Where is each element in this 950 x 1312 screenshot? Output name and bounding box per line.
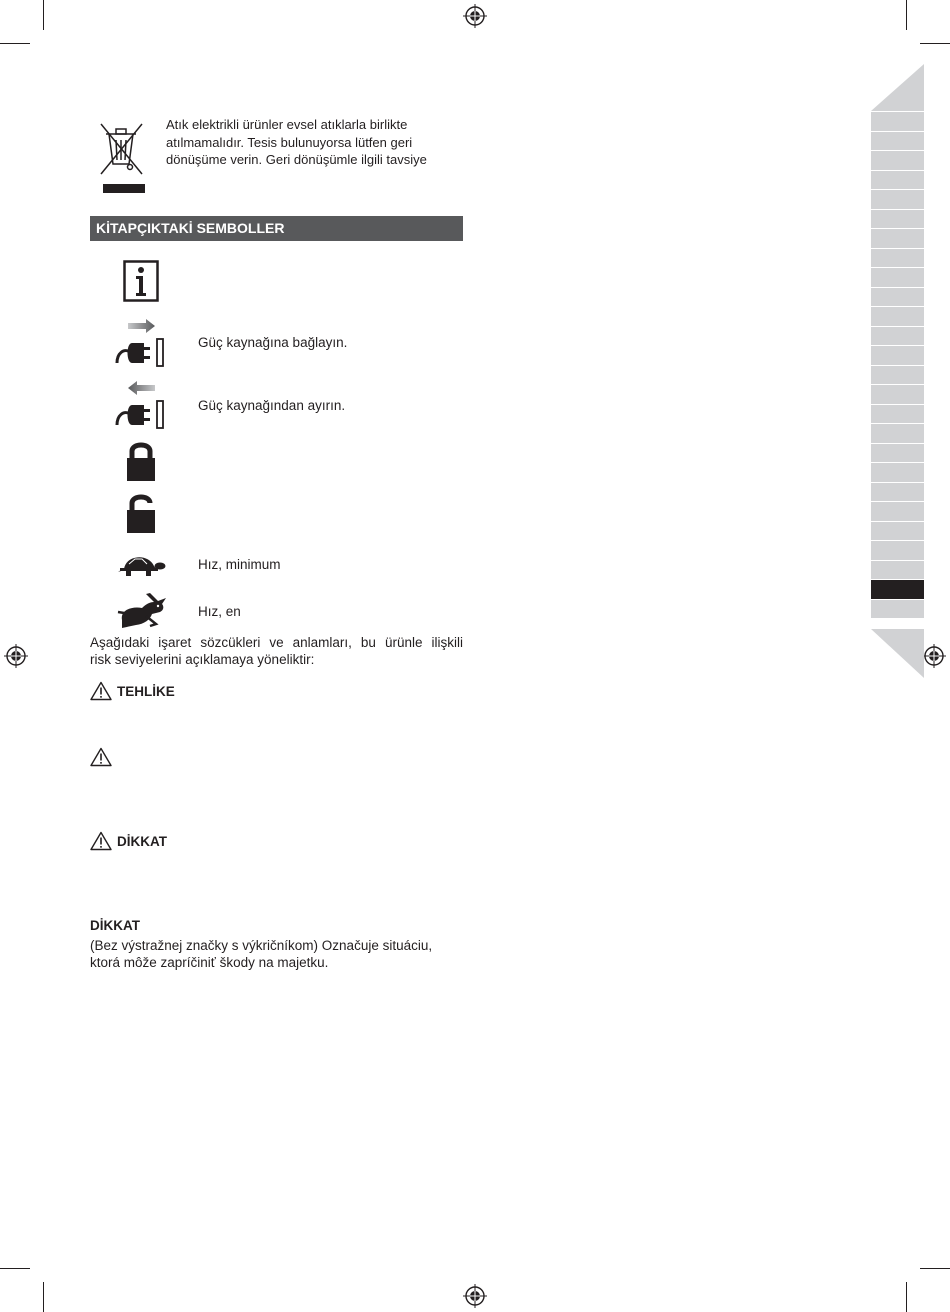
- language-tab: [871, 522, 924, 542]
- tab-index-top-triangle: [871, 64, 924, 112]
- crop-mark: [0, 43, 30, 44]
- turtle-icon: [116, 550, 166, 578]
- symbol-label-speed-min: Hız, minimum: [198, 557, 281, 572]
- language-tab: [871, 346, 924, 366]
- language-tab: [871, 112, 924, 132]
- crop-mark: [906, 1282, 907, 1312]
- disposal-line: Atık elektrikli ürünler evsel atıklarla birlikte: [166, 117, 408, 132]
- warning-triangle-icon: [90, 681, 112, 701]
- notice-line: ktorá môže zapríčiniť škody na majetku.: [90, 955, 329, 970]
- notice-line: (Bez výstražnej značky s výkričníkom) Označuje situáciu,: [90, 938, 433, 953]
- language-tab: [871, 444, 924, 464]
- language-tab: [871, 210, 924, 230]
- language-tab: [871, 502, 924, 522]
- language-tab: [871, 307, 924, 327]
- disposal-text: [166, 116, 466, 169]
- notice-text: [90, 937, 463, 971]
- warning-triangle-icon: [90, 747, 112, 767]
- disposal-line: dönüşüme verin. Geri dönüşümle ilgili tavsiye: [166, 152, 427, 167]
- symbol-label-connect: Güç kaynağına bağlayın.: [198, 335, 348, 350]
- language-tab: [871, 249, 924, 269]
- caution-label: DİKKAT: [117, 833, 167, 849]
- language-tab: [871, 132, 924, 152]
- intro-line: risk seviyelerini açıklamaya yöneliktir:: [90, 652, 315, 667]
- registration-mark-icon: [463, 1284, 487, 1308]
- info-icon: [123, 260, 159, 302]
- language-tab: [871, 151, 924, 171]
- lock-closed-icon: [126, 440, 156, 482]
- registration-mark-icon: [4, 644, 28, 668]
- registration-mark-icon: [922, 644, 946, 668]
- lock-open-icon: [126, 492, 156, 534]
- section-title-bar: KİTAPÇIKTAKİ SEMBOLLER: [90, 216, 463, 241]
- notice-title: DİKKAT: [90, 918, 140, 933]
- language-tab: [871, 366, 924, 386]
- language-tab: [871, 541, 924, 561]
- language-tab: [871, 600, 924, 620]
- danger-label: TEHLİKE: [117, 683, 175, 699]
- crop-mark: [920, 43, 950, 44]
- language-tab: [871, 424, 924, 444]
- plug-disconnect-icon: [114, 380, 166, 430]
- language-tab: [871, 385, 924, 405]
- crop-mark: [920, 1268, 950, 1269]
- symbol-label-disconnect: Güç kaynağından ayırın.: [198, 398, 346, 413]
- language-tab: [871, 190, 924, 210]
- signal-words-intro: [90, 634, 463, 668]
- language-tab-active: [871, 580, 924, 600]
- language-tab: [871, 327, 924, 347]
- language-tab: [871, 405, 924, 425]
- tab-index-bottom-triangle: [871, 629, 924, 679]
- crop-mark: [43, 1282, 44, 1312]
- weee-bin-icon: [98, 120, 148, 196]
- intro-line: Aşağıdaki işaret sözcükleri ve anlamları, bu ürünle ilişkili: [90, 635, 463, 650]
- caution-heading: [90, 831, 167, 851]
- language-tab: [871, 229, 924, 249]
- language-tab: [871, 561, 924, 581]
- crop-mark: [0, 1268, 30, 1269]
- rabbit-icon: [116, 592, 168, 630]
- language-tab: [871, 483, 924, 503]
- language-tab-index: [871, 112, 924, 619]
- language-tab: [871, 288, 924, 308]
- symbol-label-speed-max: Hız, en: [198, 604, 241, 619]
- language-tab: [871, 463, 924, 483]
- registration-mark-icon: [463, 4, 487, 28]
- crop-mark: [43, 0, 44, 30]
- warning-heading: [90, 747, 117, 767]
- warning-triangle-icon: [90, 831, 112, 851]
- disposal-line: atılmamalıdır. Tesis bulunuyorsa lütfen geri: [166, 134, 413, 150]
- language-tab: [871, 171, 924, 191]
- plug-connect-icon: [114, 318, 166, 368]
- language-tab: [871, 268, 924, 288]
- danger-heading: [90, 681, 175, 701]
- crop-mark: [906, 0, 907, 30]
